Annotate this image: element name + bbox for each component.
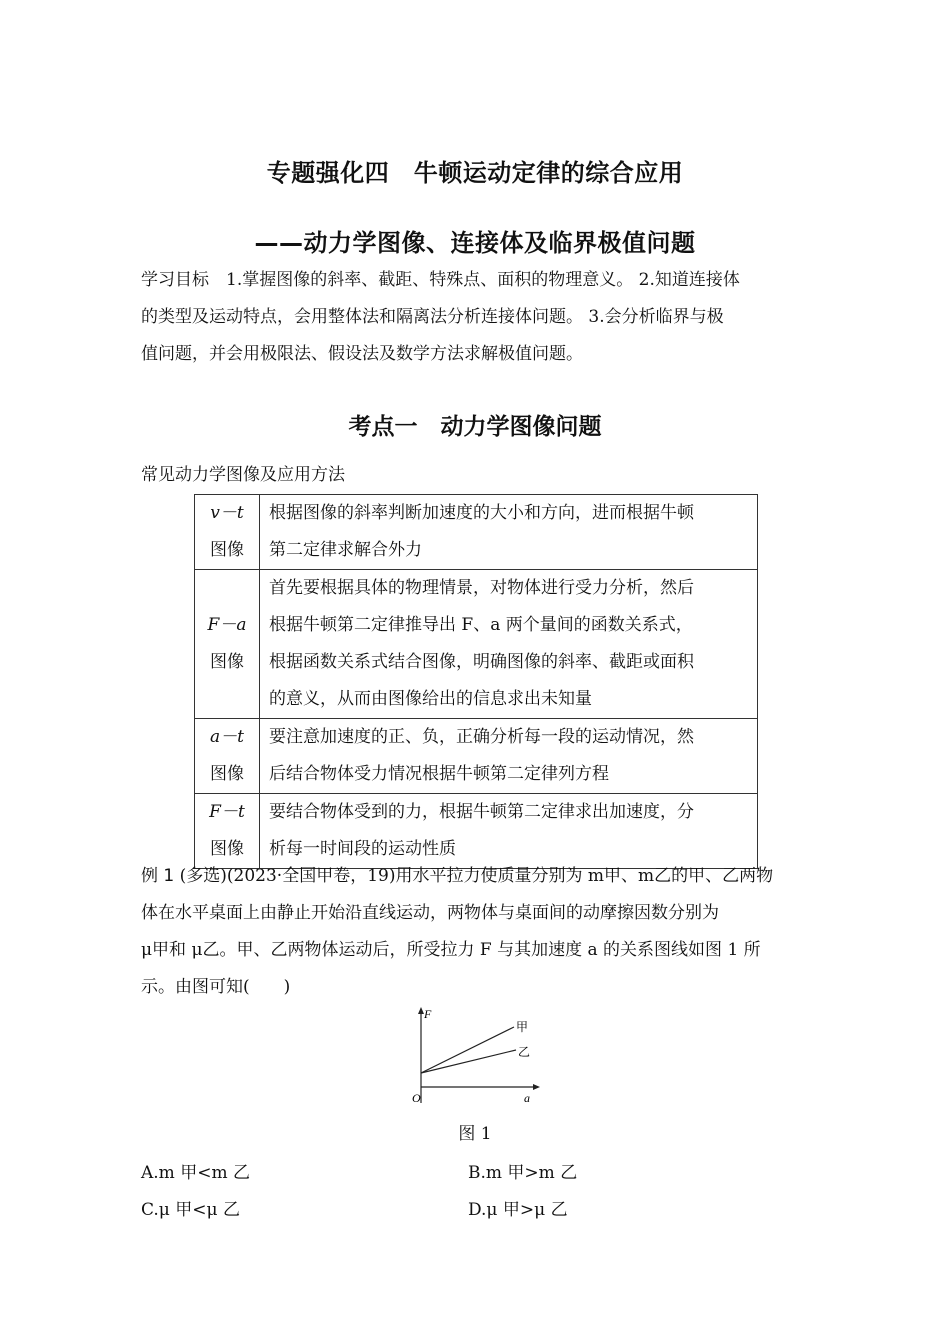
page-title: 专题强化四 牛顿运动定律的综合应用 [266, 159, 684, 187]
desc-line: 要注意加速度的正、负，正确分析每一段的运动情况，然 [269, 727, 694, 747]
desc-line: 析每一时间段的运动性质 [269, 839, 456, 859]
desc-line: 根据函数关系式结合图像，明确图像的斜率、截距或面积 [269, 652, 694, 672]
table-row [195, 495, 758, 570]
label-graph-word: 图像 [210, 764, 244, 784]
x-axis-arrow-icon [533, 1084, 540, 1090]
y-axis-label: F [424, 1007, 432, 1021]
row-label [195, 495, 260, 570]
label-graph-word: 图像 [210, 540, 244, 560]
example-line: μ甲和 μ乙。甲、乙两物体运动后，所受拉力 F 与其加速度 a 的关系图线如图 1 所 [141, 940, 761, 960]
choice-d[interactable]: D.μ 甲>μ 乙 [468, 1200, 568, 1220]
label-graph-type: F－t [209, 802, 245, 822]
example-line: 示。由图可知( ) [141, 977, 291, 997]
example-label: 例 1 [141, 866, 175, 886]
label-graph-type: F－a [207, 615, 247, 635]
origin-label: O [412, 1091, 421, 1105]
desc-line: 的意义，从而由图像给出的信息求出未知量 [269, 689, 592, 709]
objectives-line: 学习目标 1.掌握图像的斜率、截距、特殊点、面积的物理意义。 2.知道连接体 [141, 270, 740, 290]
objectives-line: 的类型及运动特点，会用整体法和隔离法分析连接体问题。 3.会分析临界与极 [141, 307, 724, 327]
choice-b[interactable]: B.m 甲>m 乙 [468, 1163, 578, 1183]
figure-caption: 图 1 [458, 1124, 492, 1144]
line-jia [421, 1027, 514, 1073]
choice-a[interactable]: A.m 甲<m 乙 [141, 1163, 250, 1183]
row-description [260, 570, 758, 719]
table-heading: 常见动力学图像及应用方法 [141, 465, 345, 485]
table-row [195, 719, 758, 794]
table-row [195, 570, 758, 719]
choice-c[interactable]: C.μ 甲<μ 乙 [141, 1200, 240, 1220]
x-axis-label: a [524, 1091, 530, 1105]
example-line: 体在水平桌面上由静止开始沿直线运动，两物体与桌面间的动摩擦因数分别为 [141, 903, 719, 923]
line-jia-label: 甲 [516, 1020, 529, 1034]
row-label [195, 570, 260, 719]
desc-line: 要结合物体受到的力，根据牛顿第二定律求出加速度，分 [269, 802, 694, 822]
desc-line: 首先要根据具体的物理情景，对物体进行受力分析，然后 [269, 578, 694, 598]
example-line [141, 858, 811, 895]
desc-line: 根据牛顿第二定律推导出 F、a 两个量间的函数关系式， [269, 615, 693, 635]
graph-methods-table [194, 494, 758, 869]
force-acceleration-figure [400, 1003, 550, 1113]
line-yi [421, 1050, 516, 1073]
label-graph-type: v－t [210, 503, 244, 523]
line-yi-label: 乙 [518, 1045, 531, 1059]
label-graph-word: 图像 [210, 839, 244, 859]
learning-objectives [141, 262, 811, 373]
example-text: (多选)(2023·全国甲卷，19)用水平拉力使质量分别为 m甲、m乙的甲、乙两物 [179, 866, 774, 886]
desc-line: 第二定律求解合外力 [269, 540, 422, 560]
page-subtitle: ——动力学图像、连接体及临界极值问题 [254, 229, 696, 257]
desc-line: 根据图像的斜率判断加速度的大小和方向，进而根据牛顿 [269, 503, 694, 523]
example-question [141, 858, 811, 1006]
label-graph-type: a－t [210, 727, 244, 747]
row-description [260, 719, 758, 794]
desc-line: 后结合物体受力情况根据牛顿第二定律列方程 [269, 764, 609, 784]
row-label [195, 719, 260, 794]
section-title: 考点一 动力学图像问题 [348, 414, 602, 440]
row-description [260, 495, 758, 570]
label-graph-word: 图像 [210, 652, 244, 672]
objectives-line: 值问题，并会用极限法、假设法及数学方法求解极值问题。 [141, 344, 583, 364]
